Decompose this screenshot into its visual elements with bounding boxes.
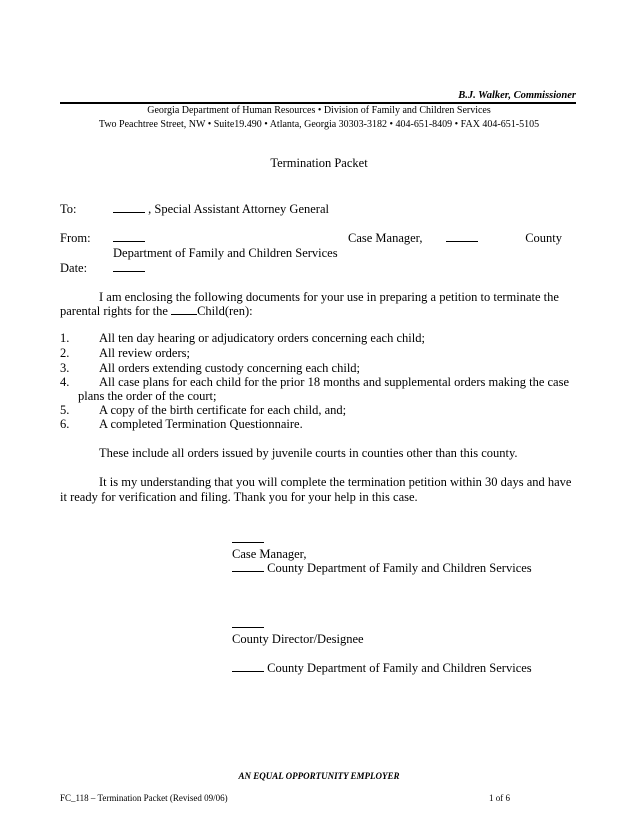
list-number: 2. [60,346,70,360]
dir-county-blank [232,661,264,672]
from-department: Department of Family and Children Services [113,246,338,260]
list-item: All case plans for each child for the prior 18 months and supplemental orders making the case [99,375,569,389]
understanding-line-1: It is my understanding that you will complete the termination petition within 30 days and have [99,475,572,489]
cm-signature-line [232,532,264,547]
list-number: 1. [60,331,70,345]
understanding-line-2: it ready for verification and filing. Thank you for your help in this case. [60,490,418,504]
header-divider [60,102,576,104]
director-title: County Director/Designee [232,632,364,646]
to-blank [113,202,145,213]
list-item: All ten day hearing or adjudicatory orders concerning each child; [99,331,425,345]
equal-opportunity-notice: AN EQUAL OPPORTUNITY EMPLOYER [238,771,400,781]
document-title: Termination Packet [270,156,368,170]
form-number: FC_118 – Termination Packet (Revised 09/06) [60,793,228,803]
intro-text-b: Child(ren): [197,304,253,318]
list-item: All orders extending custody concerning each child; [99,361,361,375]
list-number: 5. [60,403,70,417]
list-item-continuation: plans the order of the court; [78,389,217,403]
county-blank [446,231,478,242]
director-signature-blank [232,617,264,628]
list-number: 6. [60,417,70,431]
to-line [113,202,329,217]
list-item: A copy of the birth certificate for each child, and; [99,403,347,417]
from-line [113,231,145,246]
intro-text-a: parental rights for the [60,304,168,318]
intro-line-1: I am enclosing the following documents for your use in preparing a petition to terminate the [99,290,559,304]
intro-line-2 [60,304,253,319]
commissioner-name: B.J. Walker, Commissioner [458,90,576,101]
list-item: A completed Termination Questionnaire. [99,417,303,431]
to-label: To: [60,202,77,216]
list-number: 4. [60,375,70,389]
director-department: County Department of Family and Children Services [267,661,532,675]
list-item: All review orders; [99,346,190,360]
cm-department: County Department of Family and Children Services [267,561,532,575]
director-department-line [232,661,532,676]
from-blank [113,231,145,242]
from-county-blank-wrap [446,231,478,246]
cm-department-line [232,561,532,576]
address-line: Two Peachtree Street, NW • Suite19.490 • Atlanta, Georgia 30303-3182 • 404-651-8409 • FAX 404-651-5105 [98,119,540,130]
orders-paragraph: These include all orders issued by juvenile courts in counties other than this county. [99,446,518,460]
from-label: From: [60,231,91,245]
child-name-blank [171,304,197,315]
to-text: , Special Assistant Attorney General [148,202,329,216]
list-number: 3. [60,361,70,375]
date-line [113,261,145,276]
from-county: County [525,231,562,245]
department-line: Georgia Department of Human Resources • Division of Family and Children Services [147,105,491,116]
cm-signature-blank [232,532,264,543]
page-number: 1 of 6 [489,793,510,803]
from-case-manager: Case Manager, [348,231,423,245]
cm-county-blank [232,561,264,572]
date-blank [113,261,145,272]
director-signature-line [232,617,264,632]
cm-title: Case Manager, [232,547,307,561]
date-label: Date: [60,261,88,275]
